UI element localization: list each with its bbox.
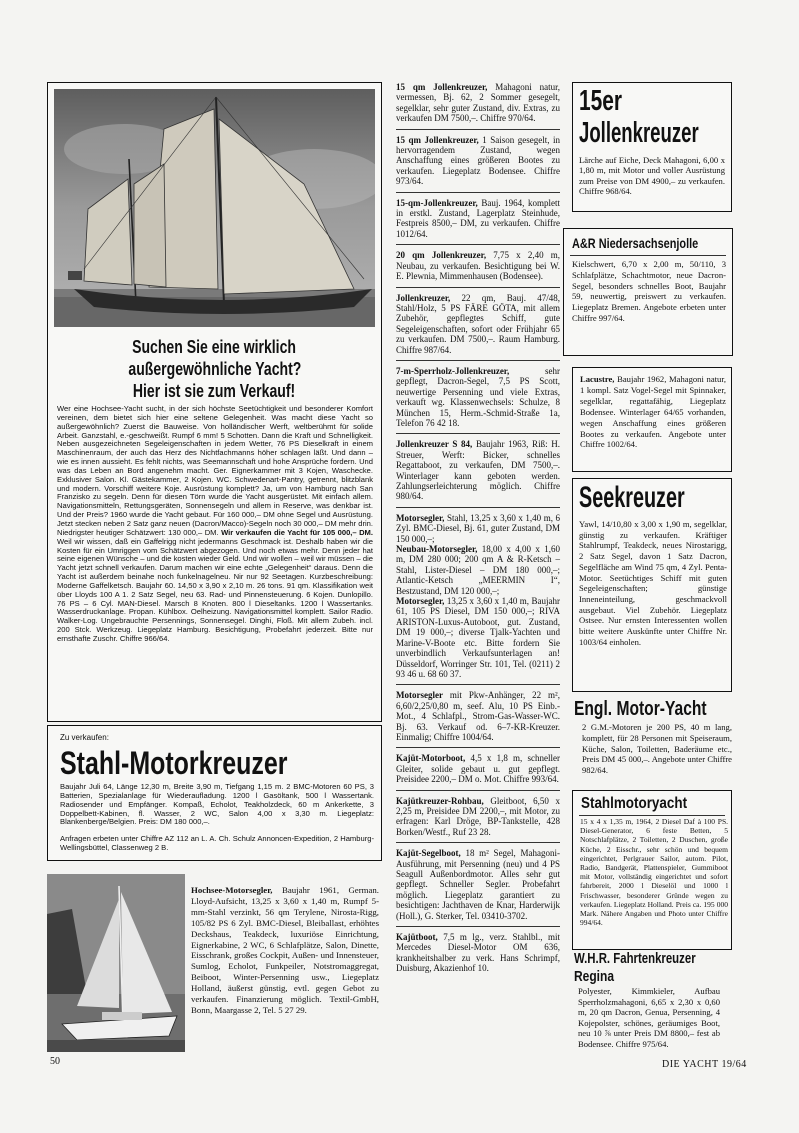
classified-4	[396, 250, 560, 281]
middle-classifieds-column	[396, 82, 560, 974]
classified-11	[396, 690, 560, 742]
divider	[396, 433, 560, 434]
classified-9-body: 18,00 x 4,00 x 1,60 m, DM 280 000; 200 qm A & R-Ketsch – Stahl, Lister-Diesel – DM 180 000,–; Atlantic-Ketsch „MEERMIN I“, Bestzustand, DM 120 000,–;	[396, 544, 560, 596]
feature-body-part-2: Weil wir wissen, daß ein Gaffelrigg nicht jedermanns Geschmack ist. Deshalb haben wir die Kosten für ein Umriggen vom Schätzwert abgezogen. Und noch etwas mehr. Denn jeder hat seine eigenen Wünsche – und die kosten wieder Geld. Und wir wollen – weil wir müssen – die Yacht jetzt schnell verkaufen. Darum machen wir eine echte „Gelegenheit“ daraus. Denn die Yacht ist außerdem beinahe noch funkelnagelneu. Nir nur 92 Seetagen. Kurzbeschreibung: Moderne Gaffelketsch. Baujahr 60. 14,50 x 3,90 x 2,10 m. 26 tons. 91 qm. Klassifikation weit über Lloyds 100 A 1. 2 Satz Segel, neu 63. Rad- und Pinnensteuerung. 6 Kojen. Dunlopillo. 76 PS – 6 Cyl. MAN-Diesel. Marsch 8 Knoten. 800 l Dieseltanks. 1200 l Wassertanks. Wasserdruckanlage. Propan. Kühlbox. Oelheizung. Navigationsmittel komplett. Sailor Radio. Walker-Log. Ungebrauchte Persennings, Sonnensegel. Dinghi, Floß. Mit allem Zubeh. incl. 200 Stck. Werkzeug. Liegeplatz Hamburg. Besichtigung, Probefahrt jederzeit. Bitte nur ernsthafte Zuschr. Chiffre 966/64.	[57, 536, 373, 643]
jollen15-title-a: 15er	[579, 85, 622, 117]
engl-body: 2 G.M.-Motoren je 200 PS, 40 m lang, komplett, für 28 Personen mit Speiseraum, Küche, Salon, Toiletten, Baderäume etc., Preis DM 45 000,–. Angebote unter Chiffre 982/64.	[582, 722, 732, 776]
classified-1	[396, 82, 560, 124]
classified-5-body: 22 qm, Bauj. 47/48, Stahl/Holz, 5 PS FÄRE GÖTA, mit allem Zubehör, gepflegtes Schiff, gute Segeleigenschaften, sofort oder Frühjahr 65 zu verkaufen. DM 7500,–. Raum Hamburg. Chiffre 987/64.	[396, 292, 560, 355]
classified-4-lead: 20 qm Jollenkreuzer,	[396, 250, 487, 261]
classified-3-body: Bauj. 1964, komplett in erstkl. Zustand, Lagerplatz Steinhude, Festpreis 8500,– DM, zu verkaufen. Chiffre 1012/64.	[396, 197, 560, 239]
classified-1-body: Mahagoni natur, vermessen, Bj. 62, 2 Sommer gesegelt, segelklar, sehr guter Zustand, div. Extras, zu verkaufen DM 7500,–. Chiffre 970/64.	[396, 82, 560, 124]
classified-7	[396, 439, 560, 501]
engl-title: Engl. Motor-Yacht	[574, 698, 707, 720]
stahl-body: Baujahr Juli 64, Länge 12,30 m, Breite 3,90 m, Tiefgang 1,15 m. 2 BMC-Motoren 60 PS, 3 Batterien, Spezialanlage für Wiederaufladung. 1200 l Gasöltank, 500 l Wassertank. Radiosender und Empfänger. Kompaß, Echolot, Teakholzdeck, 60 m Ankerkette, 3 Doppelbett-Kabinen, fl. Wasser, 2 WC, Salon 4,00 x 3,30 m. Liegeplatz: Blankenberge/Belgien. Preis: DM 180 000,–.	[60, 782, 374, 827]
jollenkreuzer-15er-ad	[572, 82, 732, 212]
feature-price-statement: Wir verkaufen die Yacht für 105 000,– DM.	[221, 527, 373, 537]
classified-9	[396, 544, 560, 596]
feature-body-part-1: Wer eine Hochsee-Yacht sucht, in der sich höchste Seetüchtigkeit und besonderer Komfort vereinen, dem bietet sich hier eine seltene Gelegenheit. Was macht diese Yacht so außergewöhnlich? Zuerst die Bauweise. Von holländischer Werft, weltberühmt für solide Arbeit. Ganzstahl, e.-geschweißt. Rumpf 6 mm! 5 Schotten. Dann die Kraft und Schnelligkeit. Neben ausgezeichneten Segeleigenschaften in jedem Wetter, 76 PS Dieselkraft in einem Maschinenraum, der auch das Herz des Nichtfachmanns höher schlagen läßt. Und dann – wie es innen aussieht. Es fehlt nichts, was Seemannschaft und hohe Ansprüche fordern. Und was das Leben an Bord angenehm macht. Ger. Eignerkammer mit 3 Kojen, Waschecke. Exklusiver Salon. Kl. Gästekammer, 2 Kojen. WC. Schwedenart-Pantry, getrennt, blitzblank und modern. Vorschiff weitere Koje. Ausrüstung komplett? Ja, um von Hamburg nach San Franzisko zu segeln. Denn für diesen Törn wurde die Yacht ausgerüstet. Mit einfach allem. Navigationsmitteln, Rettungsgeräten, Sonnensegeln und allem in Reserve, was denkbar ist. Und der Preis? 1960 wurde die Yacht gebaut. Für 160 000,– DM ohne Segel und Ausrüstung. Jetzt stecken neben 2 Satz ganz neuen (Dacron/Macco)-Segeln noch 30 000,– DM mehr drin. Niedrigster heutiger Schätzwert: 130 000,– DM.	[57, 404, 373, 537]
classified-10-lead: Motorsegler,	[396, 596, 445, 607]
stahlmotoryacht-title: Stahlmotoryacht	[581, 795, 688, 812]
divider	[396, 790, 560, 791]
classified-9-lead: Neubau-Motorsegler,	[396, 544, 478, 555]
lacustre-ad	[572, 367, 732, 472]
classified-2-body: 1 Saison gesegelt, in hervorragendem Zustand, wegen Anschaffung eines größeren Bootes zu verkaufen. Liegeplatz Bodensee. Chiffre 973/64.	[396, 134, 560, 187]
engl-motor-yacht-ad	[574, 698, 734, 776]
classified-15	[396, 932, 560, 974]
feature-headline	[48, 337, 381, 403]
divider	[396, 244, 560, 245]
classified-12	[396, 753, 560, 784]
divider	[396, 507, 560, 508]
whr-title-a: W.H.R. Fahrtenkreuzer	[574, 950, 696, 967]
classified-1-lead: 15 qm Jollenkreuzer,	[396, 82, 488, 92]
stahl-contact: Anfragen erbeten unter Chiffre AZ 112 an L. A. Ch. Schulz Annoncen-Expedition, 2 Hamburg-Wellingsbüttel, Classenweg 2 B.	[60, 834, 374, 852]
hochsee-motorsegler-ad	[47, 864, 382, 1054]
jollen15-body: Lärche auf Eiche, Deck Mahagoni, 6,00 x 1,80 m, mit Motor und voller Ausrüstung zum Preise von DM 4900,– zu verkaufen. Chiffre 968/64.	[579, 155, 725, 197]
seekreuzer-title: Seekreuzer	[579, 481, 685, 514]
niedersachsen-title: A&R Niedersachsenjolle	[572, 235, 699, 251]
lacustre-body: Baujahr 1962, Mahagoni natur, 1 kompl. Satz Vogel-Segel mit Spinnaker, segelklar, regattafähig, Liegeplatz Bodensee. Winterlager 64/65 vorhanden, wegen Anschaffung eines größeren Bootes zu verkaufen. Angebote unter Chiffre 1002/64.	[580, 374, 726, 450]
classified-8-body: Stahl, 13,25 x 3,60 x 1,40 m, 6 Zyl. BMC-Diesel, Bj. 61, guter Zustand, DM 150 000,–;	[396, 512, 560, 544]
divider	[579, 815, 725, 816]
classified-6-lead: 7-m-Sperrholz-Jollenkreuzer,	[396, 365, 510, 376]
divider	[570, 255, 726, 256]
headline-line-3: Hier ist sie zum Verkauf!	[133, 381, 296, 401]
whr-body: Polyester, Kimmkieler, Aufbau Sperrholzmahagoni, 6,65 x 2,30 x 0,60 m, 20 qm Dacron, Genua, Persenning, 4 Kojepolster, schönes, geräumiges Boot, neu 10 ⅞ unter Preis DM 8800,– fest ab Bodensee. Chiffre 975/64.	[578, 986, 720, 1049]
stahl-title: Stahl-Motorkreuzer	[60, 745, 288, 781]
classified-7-body: Baujahr 1963, Riß: H. Streuer, Werft: Bicker, schnelles Regattaboot, zu verkaufen, DM 7500,–. Winterlager kann geboten werden. Zahlungserleichterung möglich. Chiffre 980/64.	[396, 439, 560, 502]
stahl-intro: Zu verkaufen:	[60, 733, 109, 742]
niedersachsen-body: Kielschwert, 6,70 x 2,00 m, 50/110, 3 Schlafplätze, Schachtmotor, neue Dacron-Segel, besonders schnelles Boot, Baujahr 59, neuwertig, preiswert zu verkaufen. Liegeplatz Bremen. Angebote erbeten unter Chiffre 997/64.	[572, 259, 726, 323]
classified-4-body: 7,75 x 2,40 m, Neubau, zu verkaufen. Besichtigung bei W. E. Plewnia, Mimmenhausen (Bodensee).	[396, 250, 560, 282]
feature-body	[57, 405, 373, 644]
motorsailer-photo	[47, 874, 185, 1052]
classified-11-lead: Motorsegler	[396, 690, 443, 701]
whr-title-b: Regina	[574, 968, 615, 985]
headline-line-2: außergewöhnliche Yacht?	[128, 359, 301, 379]
classified-12-body: 4,5 x 1,8 m, schneller Gleiter, solide gebaut u. gut gepflegt. Preisidee 2200,– DM o. Mot. Chiffre 993/64.	[396, 753, 560, 785]
classified-5	[396, 293, 560, 355]
divider	[396, 287, 560, 288]
classified-13-lead: Kajütkreuzer-Rohbau,	[396, 795, 484, 806]
hochsee-body: Baujahr 1961, German. Lloyd-Aufsicht, 13,25 x 3,60 x 1,40 m, Rumpf 5-mm-Stahl verzinkt, 56 qm Terylene, Nirosta-Rigg, 105/82 PS 6 Zyl. BMC-Diesel, Bleiballast, erhöhtes Deckshaus, Teakdeck, luxuriöse Einrichtung, Eignerkabine, 2 WC, 6 Schlafplätze, Salon, Dinette, Eisschrank, großes Cockpit, Außen- und Innensteuer, Sumlog, Echolot, Funkpeiler, Notstromaggregat, Beiboot, Winter-Persenning usw., Liegeplatz Holland, äußerst günstig, evtl. gegen Gebot zu verkaufen. Finanzierung möglich. Textil-GmbH, Bonn, Maargasse 2, Tel. 5 27 29.	[191, 885, 379, 1015]
classified-2	[396, 135, 560, 187]
classified-3	[396, 198, 560, 240]
classified-6	[396, 366, 560, 428]
classified-14-body: 18 m² Segel, Mahagoni-Ausführung, mit Persenning (neu) und 4 PS Seagull Außenbordmotor. Alles sehr gut gepflegt. Schneller Segler. Probefahrt möglich. Liegeplatz garantiert zu besichtigen: Jachthaven de Knar, Harderwijk (Holl.), G. Sterker, Tel. 03410-3702.	[396, 848, 560, 921]
classified-7-lead: Jollenkreuzer S 84,	[396, 439, 473, 450]
headline-line-1: Suchen Sie eine wirklich	[132, 337, 297, 357]
classified-2-lead: 15 qm Jollenkreuzer,	[396, 134, 479, 145]
classified-12-lead: Kajüt-Motorboot,	[396, 753, 466, 764]
classified-8	[396, 513, 560, 544]
classified-3-lead: 15-qm-Jollenkreuzer,	[396, 197, 478, 208]
gaff-ketch-photo	[54, 89, 375, 327]
hochsee-text	[191, 885, 379, 1016]
classified-10-body: 13,25 x 3,60 x 1,40 m, Baujahr 61, 105 PS Diesel, DM 150 000,–; RIVA ARISTON-Luxus-Autoboot, gut. Zustand, DM 19 000,–; diverse Tjalk-Yachten und Marine-V-Boote etc. Bitte fordern Sie unverbindlich Verkaufsunterlagen an! Düsseldorf, Worringer Str. 101, Tel. (0211) 2 93 46 u. 68 60 37.	[396, 596, 560, 679]
feature-yacht-ad	[47, 82, 382, 722]
page-number: 50	[50, 1056, 60, 1067]
whr-fahrtenkreuzer-ad	[574, 950, 732, 1050]
classified-8-lead: Motorsegler,	[396, 512, 445, 523]
classified-14-lead: Kajüt-Segelboot,	[396, 848, 461, 859]
classified-6-body: sehr gepflegt, Dacron-Segel, 7,5 PS Scott, neuwertige Persenning und viele Extras, verkauft wg. Klassenwechsels: Schulze, 8 München 15, Herm.-Schmid-Straße 1a, Telefon 76 42 18.	[396, 365, 560, 428]
motorsailer-picture	[47, 874, 185, 1052]
divider	[396, 926, 560, 927]
stahlmotoryacht-ad	[572, 790, 732, 950]
seekreuzer-body: Yawl, 14/10,80 x 3,00 x 1,90 m, segelklar, günstig zu verkaufen. Kräftiger Stahlrumpf, Teakdeck, neues Nirostarigg, 2 Satz Segel, davon 1 Satz Dacron, Segelfläche am Wind 75 qm, 4 Zyl. Penta-Motor. Seetüchtiges Schiff mit guten Segeleigenschaften; günstige Inneneinteilung, geschmackvoll ausgebaut. Viel Zubehör. Liegeplatz Ostsee. Nur ernsten Interessenten wollen bitte weitere Auskünfte unter Chiffre Nr. 1003/64 einholen.	[579, 519, 727, 647]
classified-5-lead: Jollenkreuzer,	[396, 292, 451, 303]
lacustre-text	[580, 374, 726, 450]
sailing-yacht-picture	[54, 89, 375, 327]
lacustre-lead: Lacustre,	[580, 374, 615, 384]
classified-13-body: Gleitboot, 6,50 x 2,25 m, Preisidee DM 2200,–, mit Motor, zu erfragen: Karl Dröge, BP-Tankstelle, 428 Borken/Westf., Ruf 23 28.	[396, 795, 560, 837]
divider	[396, 192, 560, 193]
stahl-motorkreuzer-ad	[47, 725, 382, 861]
niedersachsenjolle-ad	[563, 228, 733, 356]
divider	[396, 129, 560, 130]
divider	[396, 360, 560, 361]
hochsee-lead: Hochsee-Motorsegler,	[191, 885, 273, 895]
classified-11-body: mit Pkw-Anhänger, 22 m², 6,60/2,25/0,80 m, seef. Alu, 10 PS Einb.-Mot., 4 Schlafpl., Strom-Gas-Wasser-WC. Bj. 63. Verkauf od. 6–7-KR-Kreuzer. Einmalig; Chiffre 1004/64.	[396, 690, 560, 742]
classified-15-lead: Kajütboot,	[396, 932, 438, 943]
divider	[396, 842, 560, 843]
classified-13	[396, 796, 560, 838]
classified-15-body: 7,5 m lg., verz. Stahlbl., mit Mercedes Diesel-Motor OM 636, krankheitshalber zu verk. Hans Schrimpf, Duisburg, Akazienhof 10.	[396, 932, 560, 974]
divider	[396, 747, 560, 748]
classified-14	[396, 848, 560, 921]
stahlmotoryacht-body: 15 x 4 x 1,35 m, 1964, 2 Diesel Daf à 100 PS. Diesel-Generator, 6 feste Betten, 5 Notschlafplätze, 2 Toiletten, 2 Duschen, große Küche, 2 Eisschr., sehr schön und bequem eingerichtet, Perlgrauer Sailor, autom. Pilot, Radio, Bandgerät, Plattenspieler, Gummiboot mit Motor, vollständig eingerichtet und sofort fahrbereit, 2000 l Dieselöl und 1000 l Frischwasser, besonderer Gründe wegen zu verkaufen. Liegeplatz Holland. Preis ca. 195 000 Mark. Nähere Angaben und Photo unter Chiffre 994/64.	[580, 817, 728, 928]
jollen15-title-b: Jollenkreuzer	[579, 117, 699, 149]
seekreuzer-ad	[572, 478, 732, 692]
classified-10	[396, 596, 560, 679]
publication-footer: DIE YACHT 19/64	[662, 1059, 747, 1070]
divider	[396, 684, 560, 685]
